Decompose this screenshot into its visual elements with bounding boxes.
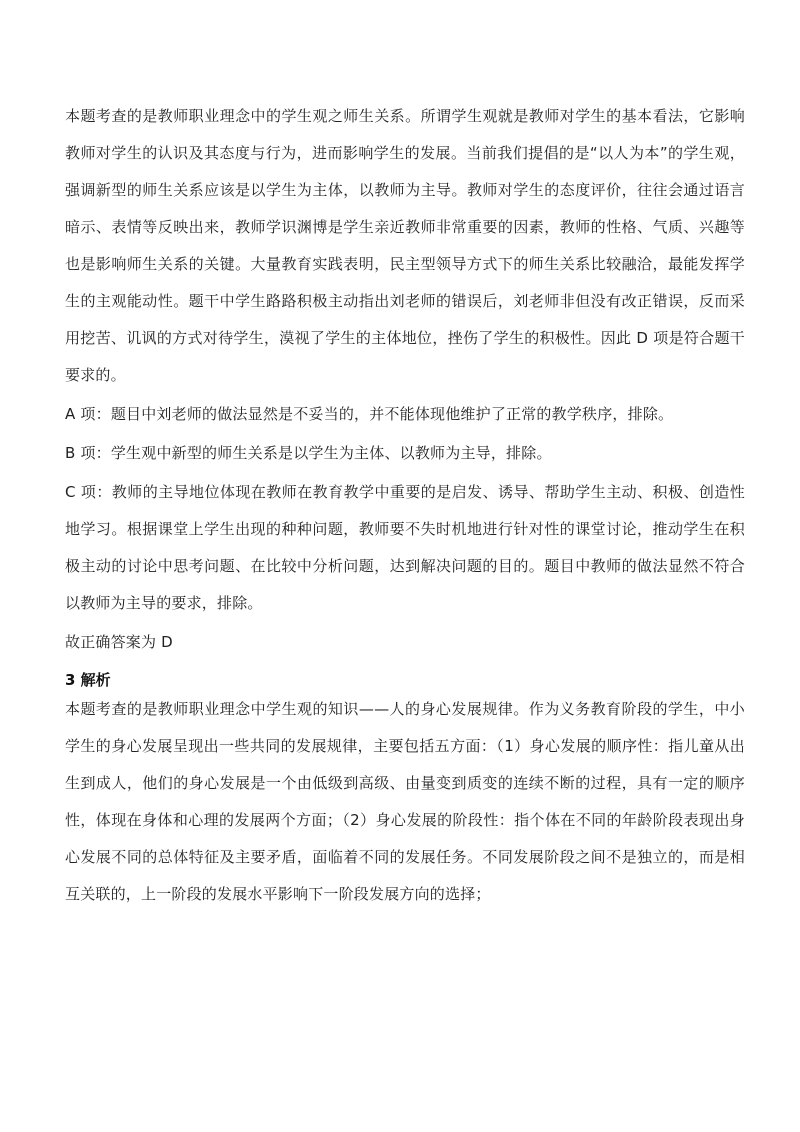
document-page	[65, 98, 745, 913]
option-a-explanation: A 项：题目中刘老师的做法显然是不妥当的，并不能体现他维护了正常的教学秩序，排除。	[65, 405, 674, 423]
analysis-paragraph: 本题考查的是教师职业理念中的学生观之师生关系。所谓学生观就是教师对学生的基本看法，它影响教师对学生的认识及其态度与行为，进而影响学生的发展。当前我们提倡的是“以人为本”的学生观，强调新型的师生关系应该是以学生为主体，以教师为主导。教师对学生的态度评价，往往会通过语言暗示、表情等反映出来，教师学识渊博是学生亲近教师非常重要的因素，教师的性格、气质、兴趣等也是影响师生关系的关键。大量教育实践表明，民主型领导方式下的师生关系比较融洽，最能发挥学生的主观能动性。题干中学生路路积极主动指出刘老师的错误后，刘老师非但没有改正错误，反而采用挖苦、讥讽的方式对待学生，漠视了学生的主体地位，挫伤了学生的积极性。因此 D 项是符合题干要求的。	[65, 107, 745, 384]
option-c-explanation: C 项：教师的主导地位体现在教师在教育教学中重要的是启发、诱导、帮助学生主动、积极、创造性地学习。根据课堂上学生出现的种种问题，教师要不失时机地进行针对性的课堂讨论，推动学生在积极主动的讨论中思考问题、在比较中分析问题，达到解决问题的目的。题目中教师的做法显然不符合以教师为主导的要求，排除。	[65, 483, 745, 612]
analysis-paragraph: 本题考查的是教师职业理念中学生观的知识——人的身心发展规律。作为义务教育阶段的学生，中小学生的身心发展呈现出一些共同的发展规律，主要包括五方面：（1）身心发展的顺序性：指儿童从出生到成人，他们的身心发展是一个由低级到高级、由量变到质变的连续不断的过程，具有一定的顺序性，体现在身体和心理的发展两个方面；（2）身心发展的阶段性：指个体在不同的年龄阶段表现出身心发展不同的总体特征及主要矛盾，面临着不同的发展任务。不同发展阶段之间不是独立的，而是相互关联的，上一阶段的发展水平影响下一阶段发展方向的选择；	[65, 700, 745, 903]
option-b-explanation: B 项：学生观中新型的师生关系是以学生为主体、以教师为主导，排除。	[65, 444, 552, 462]
section-heading: 3 解析	[65, 671, 111, 689]
answer-line: 故正确答案为 D	[65, 633, 173, 651]
